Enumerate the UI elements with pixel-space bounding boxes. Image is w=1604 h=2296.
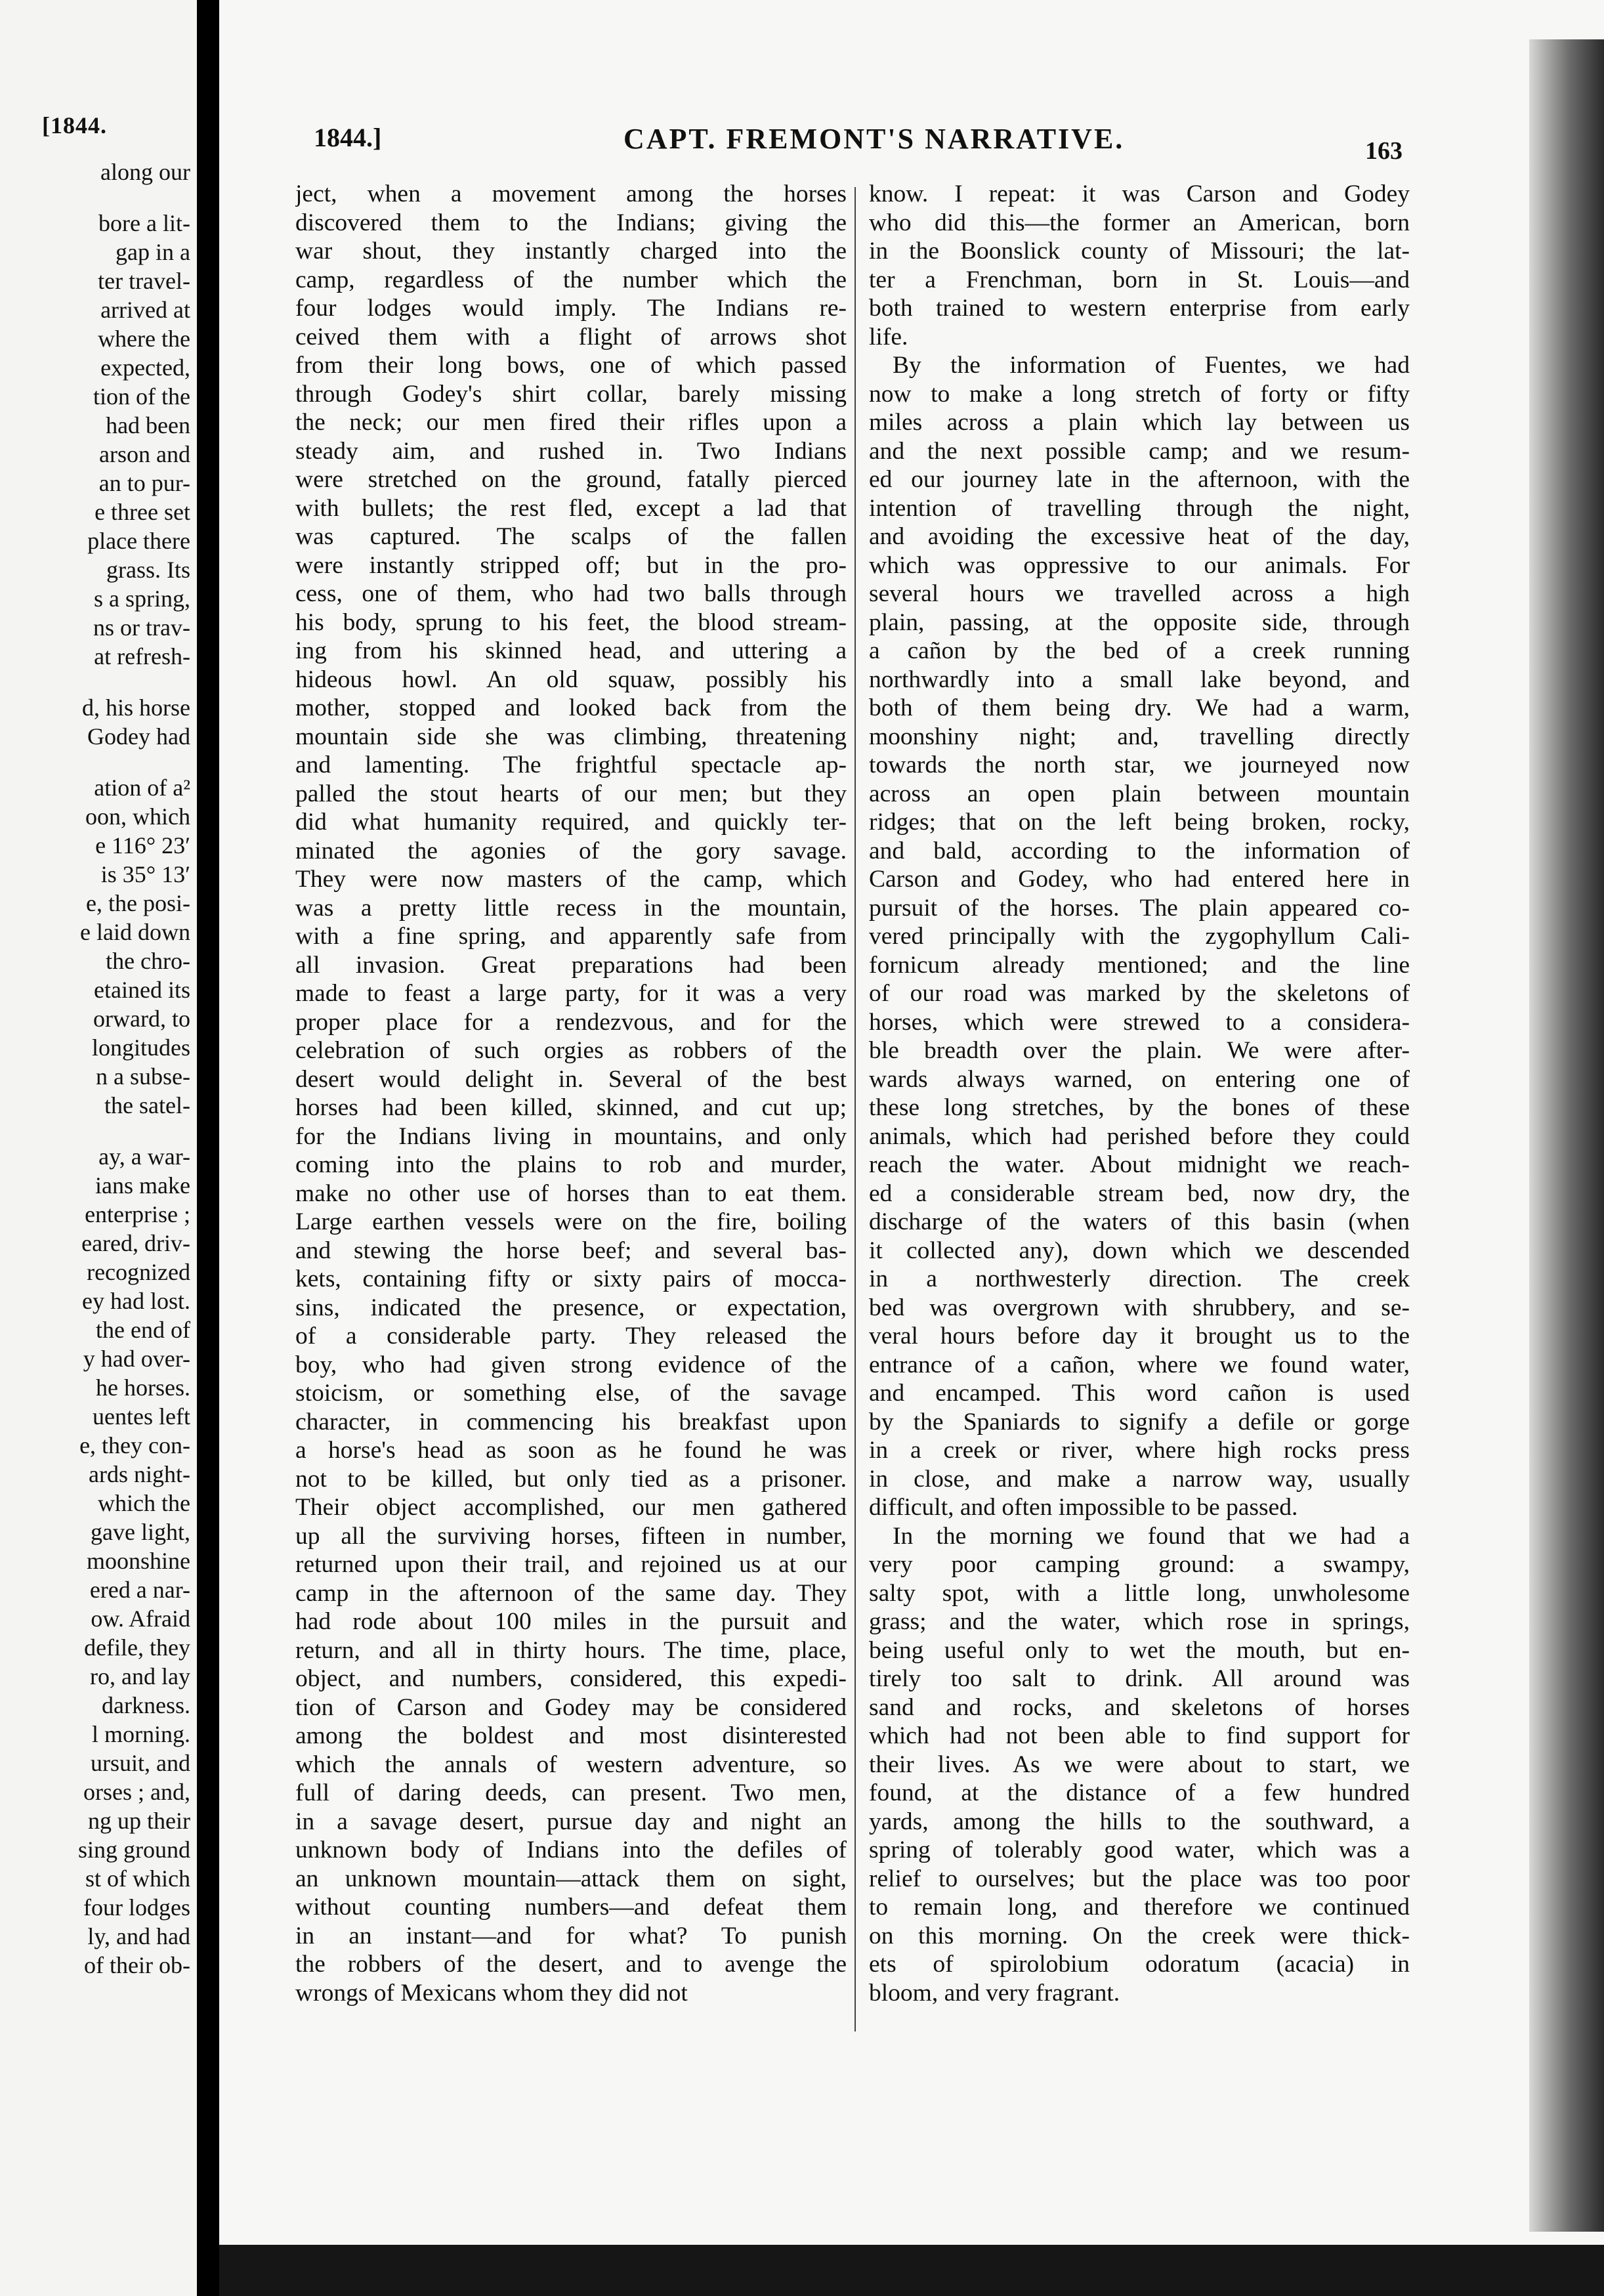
text-line: ets of spirolobium odoratum (acacia) in <box>869 1951 1410 1978</box>
left-page-line: expected, <box>100 354 190 381</box>
text-line: tion of Carson and Godey may be considered <box>295 1693 847 1721</box>
text-line: In the morning we found that we had a <box>893 1522 1410 1550</box>
text-line: in a savage desert, pursue day and night an <box>295 1808 847 1835</box>
page-edge-shadow <box>1529 39 1604 2232</box>
text-line: with bullets; the rest fled, except a lad that <box>295 494 847 522</box>
text-line: return, and all in thirty hours. The time, place, <box>295 1636 847 1664</box>
page-number: 163 <box>1365 137 1403 165</box>
left-page-line: enterprise ; <box>85 1201 190 1227</box>
text-line: did what humanity required, and quickly ter- <box>295 809 847 836</box>
left-page-line: ro, and lay <box>90 1663 190 1690</box>
text-line: through Godey's shirt collar, barely missing <box>295 380 847 408</box>
left-page-line: e, they con- <box>79 1432 190 1458</box>
left-page-line: ly, and had <box>87 1923 190 1949</box>
left-page-line: orward, to <box>93 1006 190 1032</box>
left-page-line: the satel- <box>104 1092 190 1118</box>
text-line: steady aim, and rushed in. Two Indians <box>295 437 847 465</box>
text-line: with a fine spring, and apparently safe from <box>295 923 847 950</box>
text-line: yards, among the hills to the southward, a <box>869 1808 1410 1835</box>
text-line: full of daring deeds, can present. Two men, <box>295 1779 847 1806</box>
text-line: discovered them to the Indians; giving the <box>295 209 847 236</box>
left-page-line: ards night- <box>89 1461 190 1487</box>
left-page-line: of their ob- <box>84 1952 190 1978</box>
text-line: fornicum already mentioned; and the line <box>869 951 1410 979</box>
text-line: ridges; that on the left being broken, rocky, <box>869 809 1410 836</box>
text-line: in a creek or river, where high rocks press <box>869 1437 1410 1464</box>
text-line: mountain side she was climbing, threatening <box>295 723 847 750</box>
text-line: it collected any), down which we descended <box>869 1237 1410 1264</box>
text-line: made to feast a large party, for it was a very <box>295 980 847 1007</box>
text-line: on this morning. On the creek were thick- <box>869 1922 1410 1949</box>
left-page-line: bore a lit- <box>98 210 190 236</box>
text-line: salty spot, with a little long, unwholesome <box>869 1579 1410 1607</box>
text-line: wrongs of Mexicans whom they did not <box>295 1979 688 2007</box>
text-line: both of them being dry. We had a warm, <box>869 694 1410 721</box>
text-line: moonshiny night; and, travelling directly <box>869 723 1410 750</box>
text-line: towards the north star, we journeyed now <box>869 752 1410 778</box>
text-line: discharge of the waters of this basin (when <box>869 1208 1410 1235</box>
text-line: was a pretty little recess in the mountain, <box>295 894 847 922</box>
text-line: camp in the afternoon of the same day. They <box>295 1579 847 1607</box>
text-line: By the information of Fuentes, we had <box>893 352 1410 379</box>
text-line: for the Indians living in mountains, and only <box>295 1122 847 1150</box>
text-line: by the Spaniards to signify a defile or gorge <box>869 1408 1410 1435</box>
text-line: had rode about 100 miles in the pursuit and <box>295 1608 847 1635</box>
text-line: vered principally with the zygophyllum Cali- <box>869 923 1410 950</box>
left-page-header: [1844. <box>42 112 107 138</box>
left-page-line: e 116° 23′ <box>95 832 190 859</box>
text-line: the robbers of the desert, and to avenge the <box>295 1951 847 1978</box>
text-line: war shout, they instantly charged into the <box>295 238 847 265</box>
text-line: reach the water. About midnight we reach- <box>869 1151 1410 1178</box>
left-page-line: moonshine <box>87 1548 190 1574</box>
left-page-line: longitudes <box>92 1034 190 1061</box>
left-page-line: ursuit, and <box>91 1750 190 1776</box>
text-line: from their long bows, one of which passed <box>295 352 847 379</box>
text-column-right <box>869 180 1410 2007</box>
left-page-line: e, the posi- <box>86 890 190 916</box>
text-line: relief to ourselves; but the place was too poor <box>869 1865 1410 1892</box>
text-line: coming into the plains to rob and murder, <box>295 1151 847 1178</box>
left-page-line: he horses. <box>96 1374 190 1401</box>
left-page-line: tion of the <box>93 383 190 410</box>
text-line: being useful only to wet the mouth, but en- <box>869 1636 1410 1664</box>
left-page-line: etained its <box>94 977 190 1003</box>
left-page-line <box>0 186 190 209</box>
left-page-line: ered a nar- <box>89 1577 190 1603</box>
text-line: and bald, according to the information of <box>869 837 1410 864</box>
text-line: hideous howl. An old squaw, possibly his <box>295 666 847 693</box>
left-page-line: recognized <box>87 1259 190 1285</box>
left-page-line: d, his horse <box>82 694 190 721</box>
running-header-title: CAPT. FREMONT'S NARRATIVE. <box>623 123 1125 155</box>
text-line: sins, indicated the presence, or expectation, <box>295 1294 847 1321</box>
text-line: object, and numbers, considered, this expedi- <box>295 1665 847 1692</box>
text-line: and stewing the horse beef; and several bas- <box>295 1237 847 1264</box>
text-line: ter a Frenchman, born in St. Louis—and <box>869 266 1410 293</box>
text-line: and the next possible camp; and we resum- <box>869 437 1410 465</box>
left-page-line: uentes left <box>93 1403 190 1430</box>
text-line: a horse's head as soon as he found he was <box>295 1437 847 1464</box>
text-line: ceived them with a flight of arrows shot <box>295 323 847 351</box>
text-line: kets, containing fifty or sixty pairs of mocca- <box>295 1265 847 1292</box>
text-line: not to be killed, but only tied as a prisoner. <box>295 1465 847 1493</box>
text-line: which was oppressive to our animals. For <box>869 551 1410 579</box>
left-page-line: l morning. <box>92 1721 190 1747</box>
left-page-line: y had over- <box>83 1346 190 1372</box>
text-line: both trained to western enterprise from early <box>869 295 1410 322</box>
text-line: were stretched on the ground, fatally pierced <box>295 466 847 493</box>
text-line: in an instant—and for what? To punish <box>295 1922 847 1949</box>
text-line: veral hours before day it brought us to the <box>869 1323 1410 1350</box>
text-line: several hours we travelled across a high <box>869 580 1410 607</box>
text-line: plain, passing, at the opposite side, through <box>869 608 1410 636</box>
text-line: boy, who had given strong evidence of the <box>295 1351 847 1378</box>
text-line: were instantly stripped off; but in the pro- <box>295 551 847 579</box>
text-line: miles across a plain which lay between us <box>869 409 1410 436</box>
left-page-line: arrived at <box>100 297 190 323</box>
left-page-line: eared, driv- <box>81 1230 190 1256</box>
text-line: of our road was marked by the skeletons of <box>869 980 1410 1007</box>
text-line: the neck; our men fired their rifles upon a <box>295 409 847 436</box>
text-line: without counting numbers—and defeat them <box>295 1894 847 1921</box>
text-line: pursuit of the horses. The plain appeared co- <box>869 894 1410 922</box>
text-line: ble breadth over the plain. We were after- <box>869 1037 1410 1064</box>
text-line: horses, which were strewed to a considera- <box>869 1008 1410 1036</box>
text-line: who did this—the former an American, born <box>869 209 1410 236</box>
text-line: bloom, and very fragrant. <box>869 1979 1120 2007</box>
text-line: in the Boonslick county of Missouri; the lat- <box>869 238 1410 265</box>
text-line: character, in commencing his breakfast upon <box>295 1408 847 1435</box>
text-line: their lives. As we were about to start, we <box>869 1751 1410 1778</box>
text-line: an unknown mountain—attack them on sight, <box>295 1865 847 1892</box>
left-page-line: oon, which <box>85 803 190 830</box>
text-line: among the boldest and most disinterested <box>295 1722 847 1749</box>
text-line: and encamped. This word cañon is used <box>869 1380 1410 1407</box>
text-line: ing from his skinned head, and uttering a <box>295 637 847 664</box>
text-line: They were now masters of the camp, which <box>295 866 847 893</box>
left-page-line: is 35° 13′ <box>100 861 190 887</box>
left-page-line: four lodges <box>83 1894 190 1921</box>
text-line: which the annals of western adventure, so <box>295 1751 847 1778</box>
text-line: and lamenting. The frightful spectacle ap- <box>295 752 847 778</box>
left-page-line: n a subse- <box>96 1063 190 1090</box>
text-line: returned upon their trail, and rejoined us at our <box>295 1551 847 1578</box>
left-page-line: an to pur- <box>98 470 190 496</box>
text-line: make no other use of horses than to eat them. <box>295 1180 847 1207</box>
text-line: which had not been able to find support for <box>869 1722 1410 1749</box>
column-divider <box>855 187 856 2031</box>
text-line: now to make a long stretch of forty or fifty <box>869 380 1410 408</box>
left-page-line: darkness. <box>102 1692 190 1718</box>
text-line: tirely too salt to drink. All around was <box>869 1665 1410 1692</box>
text-line: stoicism, or something else, of the savage <box>295 1380 847 1407</box>
text-line: difficult, and often impossible to be passed. <box>869 1494 1298 1521</box>
page-bottom-shadow <box>219 2245 1604 2296</box>
text-line: ed a considerable stream bed, now dry, the <box>869 1180 1410 1207</box>
text-line: was captured. The scalps of the fallen <box>295 523 847 550</box>
left-page-line: orses ; and, <box>83 1779 190 1805</box>
left-page-line: grass. Its <box>106 557 190 583</box>
left-page-line <box>0 751 190 773</box>
text-line: ject, when a movement among the horses <box>295 181 847 207</box>
text-line: Their object accomplished, our men gathered <box>295 1494 847 1521</box>
text-line: Large earthen vessels were on the fire, boiling <box>295 1208 847 1235</box>
left-page-line: ation of a² <box>94 775 190 801</box>
left-page-line: Godey had <box>87 723 190 750</box>
text-line: his body, sprung to his feet, the blood stream- <box>295 608 847 636</box>
text-line: desert would delight in. Several of the best <box>295 1065 847 1093</box>
left-page-line: ow. Afraid <box>91 1605 190 1632</box>
text-line: Carson and Godey, who had entered here in <box>869 866 1410 893</box>
text-line: spring of tolerably good water, which was a <box>869 1837 1410 1863</box>
text-line: these long stretches, by the bones of these <box>869 1094 1410 1121</box>
text-line: sand and rocks, and skeletons of horses <box>869 1693 1410 1721</box>
left-page-line: gave light, <box>91 1519 190 1545</box>
text-line: entrance of a cañon, where we found water, <box>869 1351 1410 1378</box>
left-page-line: place there <box>87 528 190 554</box>
text-line: proper place for a rendezvous, and for the <box>295 1008 847 1036</box>
left-page-fragment <box>0 0 197 2296</box>
text-line: animals, which had perished before they could <box>869 1122 1410 1150</box>
left-page-line: ng up their <box>88 1808 190 1834</box>
text-line: grass; and the water, which rose in springs, <box>869 1608 1410 1635</box>
text-line: mother, stopped and looked back from the <box>295 694 847 721</box>
text-column-left <box>295 180 847 2007</box>
left-page-line: where the <box>98 326 190 352</box>
text-line: celebration of such orgies as robbers of the <box>295 1037 847 1064</box>
left-page-line: s a spring, <box>94 585 190 612</box>
text-line: found, at the distance of a few hundred <box>869 1779 1410 1806</box>
text-line: wards always warned, on entering one of <box>869 1065 1410 1093</box>
text-line: know. I repeat: it was Carson and Godey <box>869 181 1410 207</box>
text-line: all invasion. Great preparations had been <box>295 951 847 979</box>
text-line: ed our journey late in the afternoon, with the <box>869 466 1410 493</box>
left-page-line: ey had lost. <box>82 1288 190 1314</box>
running-header-year: 1844.] <box>314 123 382 152</box>
left-page-line: ter travel- <box>98 268 190 294</box>
text-line: horses had been killed, skinned, and cut up; <box>295 1094 847 1121</box>
text-line: in a northwesterly direction. The creek <box>869 1265 1410 1292</box>
text-line: in close, and make a narrow way, usually <box>869 1465 1410 1493</box>
left-page-line: ns or trav- <box>93 614 190 641</box>
left-page-line: along our <box>100 159 190 185</box>
text-line: across an open plain between mountain <box>869 780 1410 807</box>
left-page-line: e three set <box>95 499 190 525</box>
text-line: camp, regardless of the number which the <box>295 266 847 293</box>
left-page-line: which the <box>98 1490 190 1516</box>
left-page-line: gap in a <box>116 239 190 265</box>
left-page-line: ay, a war- <box>98 1143 190 1170</box>
text-line: up all the surviving horses, fifteen in number, <box>295 1522 847 1550</box>
left-page-line: e laid down <box>80 919 190 945</box>
text-line: northwardly into a small lake beyond, and <box>869 666 1410 693</box>
text-line: to remain long, and therefore we continued <box>869 1894 1410 1921</box>
text-line: bed was overgrown with shrubbery, and se- <box>869 1294 1410 1321</box>
left-page-line: had been <box>106 412 190 438</box>
text-line: a cañon by the bed of a creek running <box>869 637 1410 664</box>
text-line: of a considerable party. They released the <box>295 1323 847 1350</box>
left-page-line: the chro- <box>106 948 190 974</box>
text-line: palled the stout hearts of our men; but they <box>295 780 847 807</box>
left-page-line: arson and <box>99 441 190 467</box>
left-page-line: defile, they <box>84 1634 190 1661</box>
left-page-line <box>0 1120 190 1142</box>
text-line: unknown body of Indians into the defiles of <box>295 1837 847 1863</box>
text-line: cess, one of them, who had two balls through <box>295 580 847 607</box>
text-line: very poor camping ground: a swampy, <box>869 1551 1410 1578</box>
text-line: four lodges would imply. The Indians re- <box>295 295 847 322</box>
left-page-line: at refresh- <box>94 643 190 670</box>
left-page-line: ians make <box>95 1172 190 1199</box>
text-line: and avoiding the excessive heat of the day, <box>869 523 1410 550</box>
left-page-line: the end of <box>96 1317 190 1343</box>
text-line: life. <box>869 323 908 351</box>
left-page-line: st of which <box>85 1865 190 1892</box>
text-line: minated the agonies of the gory savage. <box>295 837 847 864</box>
left-page-text <box>0 158 190 1980</box>
text-line: intention of travelling through the night, <box>869 494 1410 522</box>
left-page-line: sing ground <box>78 1837 190 1863</box>
left-page-line <box>0 671 190 693</box>
